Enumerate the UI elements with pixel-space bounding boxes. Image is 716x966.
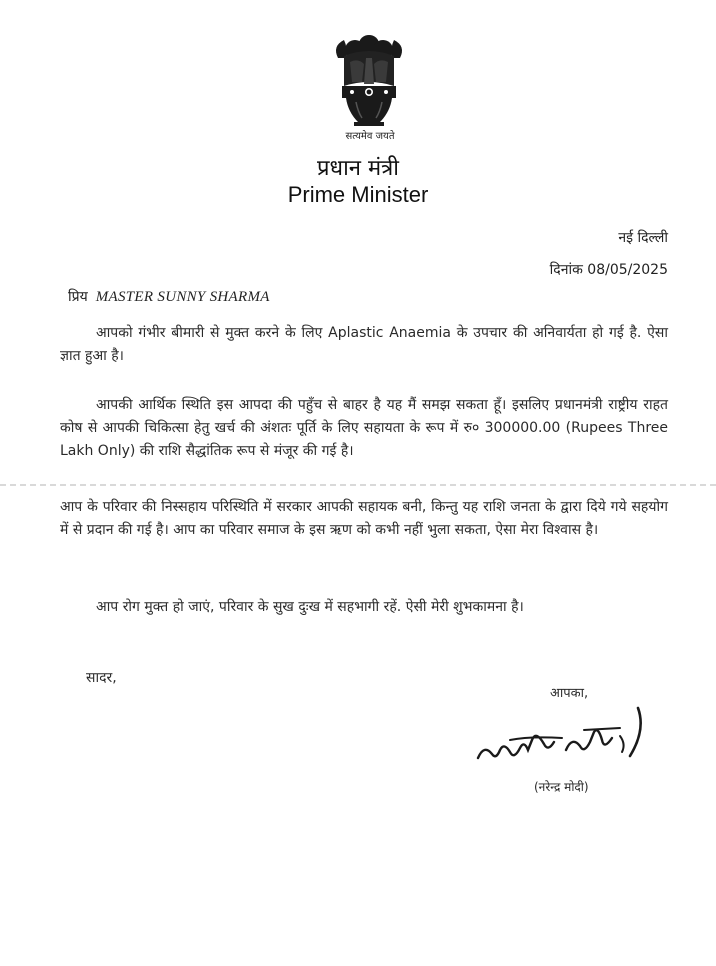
closing-yours: आपका, [550,686,589,701]
body-paragraph [60,596,668,619]
emblem-motto: सत्यमेव जयते [345,131,395,142]
scan-artifact-line [0,484,716,486]
closing-regards: सादर, [86,670,117,686]
salutation [68,287,270,306]
paragraph-text: आपको गंभीर बीमारी से मुक्त करने के लिए Aplastic Anaemia के उपचार की अनिवार्यता हो गई है. ऐसा ज्ञात हुआ है। [60,325,668,364]
national-emblem-icon [328,28,410,140]
signature-icon [470,700,670,780]
office-title-hindi: प्रधान मंत्री [317,156,399,181]
letter-place: नई दिल्ली [618,230,668,246]
body-paragraph [60,322,668,368]
recipient-name: MASTER SUNNY SHARMA [95,289,270,305]
letter-date: दिनांक 08/05/2025 [549,262,668,278]
office-title-english: Prime Minister [287,182,429,207]
signatory-name: (नरेन्द्र मोदी) [534,780,589,794]
paragraph-text: आप के परिवार की निस्सहाय परिस्थिति में सरकार आपकी सहायक बनी, किन्तु यह राशि जनता के द्वारा दिये गये सहयोग में से प्रदान की गई है। आप का परिवार समाज के इस ऋण को कभी नहीं भुला सकता, ऐसा मेरा विश्वास है। [60,499,668,538]
body-paragraph [60,394,668,463]
salutation-prefix: प्रिय [68,289,88,305]
paragraph-text: आप रोग मुक्त हो जाएं, परिवार के सुख दुःख में सहभागी रहें. ऐसी मेरी शुभकामना है। [96,599,524,615]
paragraph-text: आपकी आर्थिक स्थिति इस आपदा की पहुँच से बाहर है यह मैं समझ सकता हूँ। इसलिए प्रधानमंत्री राष्ट्रीय राहत कोष से आपकी चिकित्सा हेतु खर्च की अंशतः पूर्ति के लिए सहायता के रूप में रु० 300000.00 (Rupees Three Lakh Only) की राशि सैद्धांतिक रूप से मंजूर की गई है। [60,397,668,459]
body-paragraph [60,496,668,542]
